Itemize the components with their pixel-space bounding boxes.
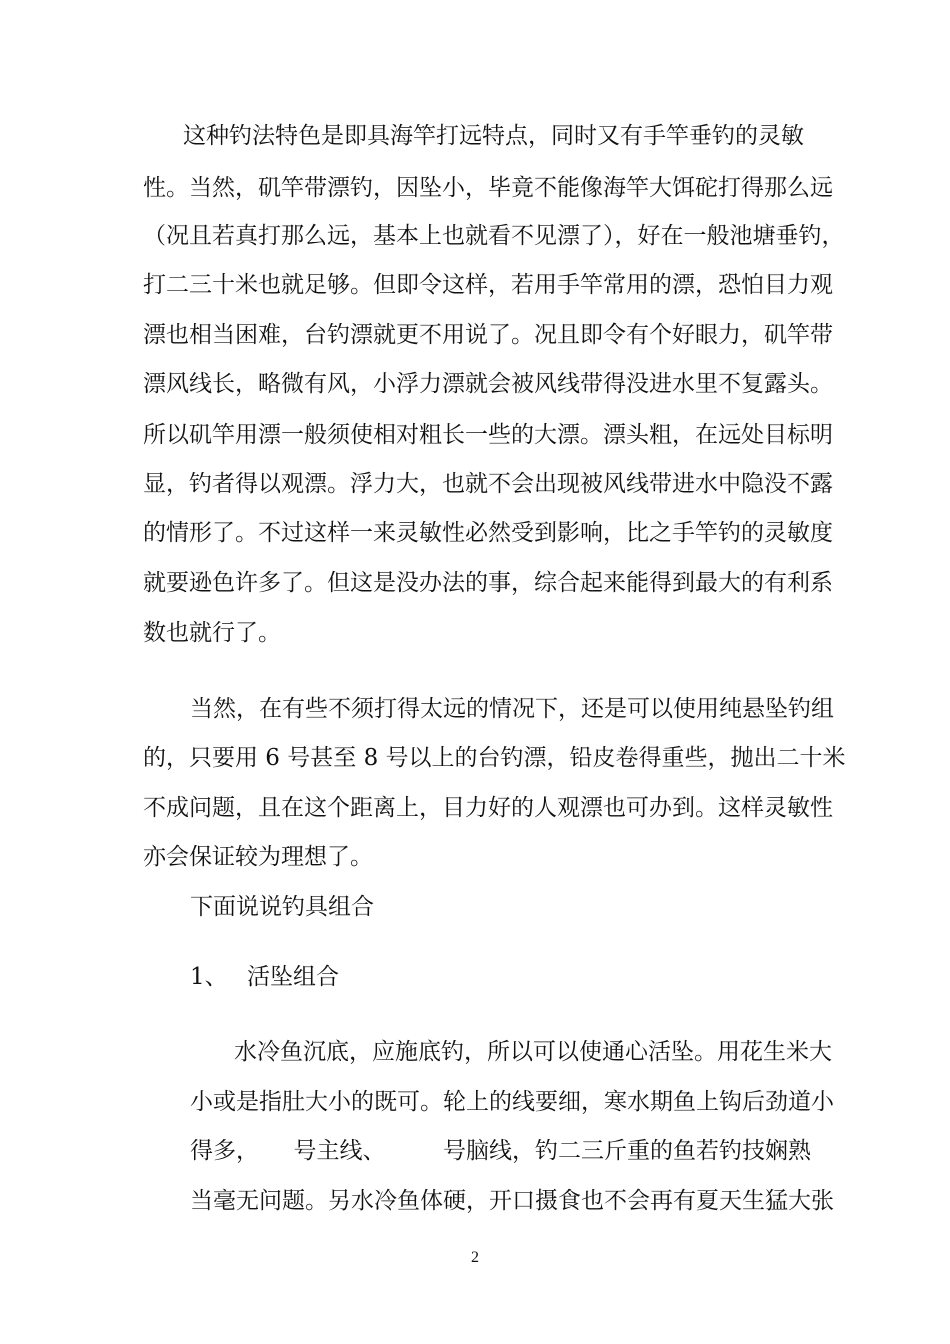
text-line: 数也就行了。 (143, 620, 281, 646)
text-line: 不成问题，且在这个距离上，目力好的人观漂也可办到。这样灵敏性 (143, 795, 833, 821)
text-line: 的情形了。不过这样一来灵敏性必然受到影响，比之手竿钓的灵敏度 (143, 520, 833, 546)
text-line: （况且若真打那么远，基本上也就看不见漂了），好在一般池塘垂钓， (143, 223, 845, 249)
text-line: 小或是指肚大小的既可。轮上的线要细，寒水期鱼上钩后劲道小 (190, 1089, 834, 1115)
text-line: 漂风线长，略微有风，小浮力漂就会被风线带得没进水里不复露头。 (143, 371, 833, 397)
text-line: 性。当然，矶竿带漂钓，因坠小，毕竟不能像海竿大饵砣打得那么远 (143, 175, 833, 201)
text-line: 亦会保证较为理想了。 (143, 844, 373, 870)
text-line: 就要逊色许多了。但这是没办法的事，综合起来能得到最大的有利系 (143, 570, 833, 596)
section-number: 1、 (190, 964, 228, 990)
text-line: 所以矶竿用漂一般须使相对粗长一些的大漂。漂头粗，在远处目标明 (143, 422, 833, 448)
text-line: 的，只要用 6 号甚至 8 号以上的台钓漂，铅皮卷得重些，抛出二十米 (143, 745, 846, 771)
text-line: 当毫无问题。另水冷鱼体硬，开口摄食也不会再有夏天生猛大张 (190, 1188, 834, 1214)
text-line: 当然，在有些不须打得太远的情况下，还是可以使用纯悬坠钓组 (190, 696, 834, 722)
text-line: 得多， 号主线、 号脑线，钓二三斤重的鱼若钓技娴熟 (190, 1138, 811, 1164)
text-line: 水冷鱼沉底，应施底钓，所以可以使通心活坠。用花生米大 (234, 1039, 832, 1065)
text-line: 这种钓法特色是即具海竿打远特点，同时又有手竿垂钓的灵敏 (183, 123, 804, 149)
page-number: 2 (471, 1249, 479, 1266)
intro-line: 下面说说钓具组合 (190, 894, 374, 920)
section-title: 活坠组合 (247, 964, 339, 990)
text-line: 漂也相当困难，台钓漂就更不用说了。况且即令有个好眼力，矶竿带 (143, 322, 833, 348)
text-line: 打二三十米也就足够。但即令这样，若用手竿常用的漂，恐怕目力观 (143, 272, 833, 298)
text-line: 显，钓者得以观漂。浮力大，也就不会出现被风线带进水中隐没不露 (143, 471, 833, 497)
